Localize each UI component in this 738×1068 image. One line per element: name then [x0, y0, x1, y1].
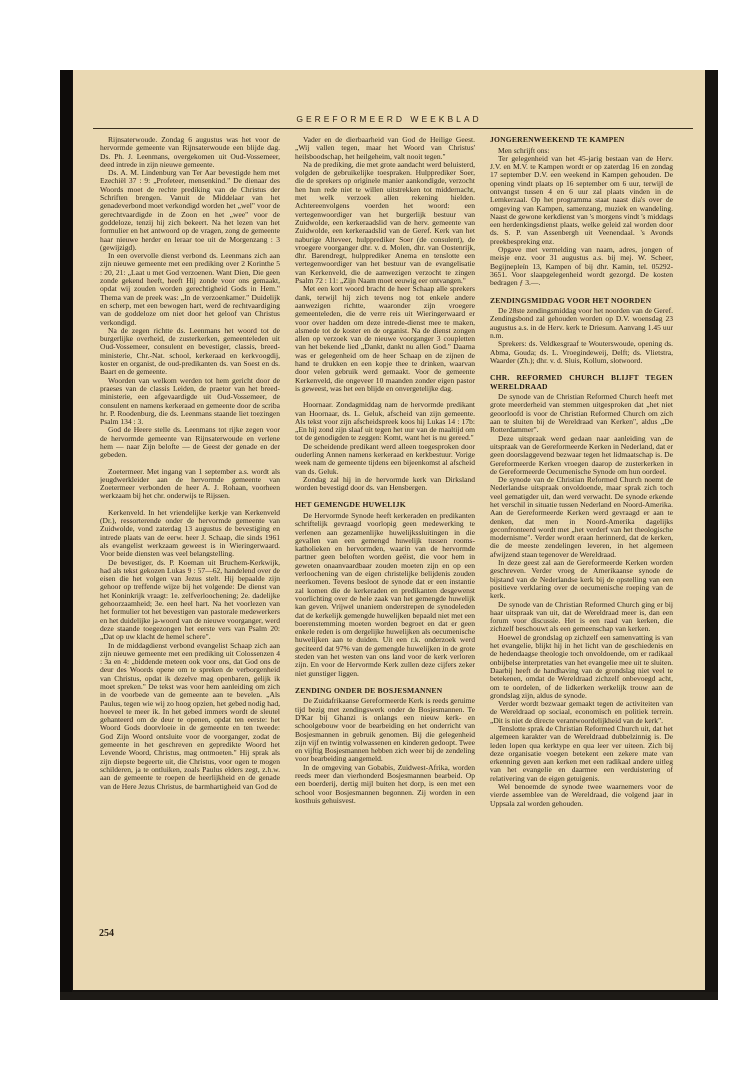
- article-paragraph: Vader en de dierbaarheid van God de Heilige Geest. „Wij vallen tegen, maar het Woord van Christus' heilsboodschap, het heilgeheim, valt nooit tegen.": [295, 136, 475, 161]
- article-paragraph: God de Heere stelle ds. Leenmans tot rijke zegen voor de hervormde gemeente van Rijnsaterwoude en verlene hem — naar Zijn belofte — de Geest der genade en der gebeden.: [100, 425, 280, 460]
- binding-edge: [60, 70, 72, 992]
- article-paragraph: Deze uitspraak werd gedaan naar aanleiding van de uitspraak van de Gereformeerde Kerken in Nederland, dat er geen doorslaggevend bezwaar tegen het lidmaatschap is. De Gereformeerde Kerken vroegen daarop de zusterkerken in de Gereformeerde Oecumenische Synode om hun oordeel.: [490, 433, 673, 476]
- article-paragraph: Tenslotte sprak de Christian Reformed Church uit, dat het algemeen karakter van de Wereldraad dubbelzinnig is. De leden lopen qua kerktype en qua leer ver uiteen. Zich bij deze organisatie voegen betekent een zekere mate van erkenning geven aan kerken met een radikaal andere uitleg van het evangelie en daarmee een verduistering of relativering van de eigen getuigenis.: [490, 724, 673, 783]
- article-paragraph: Na de zegen richtte ds. Leenmans het woord tot de burgerlijke overheid, de zusterkerken, gemeenteleden uit Oud-Vossemeer, consulent en bevestiger, classis, breed-ministerie, Chr.-Nat. school, kerkeraad en kerkvoogdij, koster en organist, de oud-predikanten ds. van Soest en ds. Baart en de gemeente.: [100, 325, 280, 377]
- article-paragraph: In deze geest zal aan de Gereformeerde Kerken worden geschreven. Verder vroeg de Amerikaanse synode de bijstand van de Nederlandse kerk bij de opstelling van een positieve verklaring over de oecumenische roeping van de kerk.: [490, 558, 673, 601]
- section-heading: ZENDING ONDER DE BOSJESMANNEN: [295, 685, 443, 695]
- article-paragraph: Zoetermeer. Met ingang van 1 september a.s. wordt als jeugdwerkleider aan de hervormde gemeente van Zoetermeer verbonden de heer A. J. Rohaan, voorheen werkzaam bij het chr. onderwijs te Rijssen.: [100, 466, 280, 501]
- article-paragraph: Sprekers: ds. Veldkesgraaf te Wouterswoude, opening ds. Abma, Gouda; ds. L. Vroegindeweij, Delft; ds. Vlietstra, Waarder (Zh.); dhr. v. d. Sluis, Kollum, slotwoord.: [490, 339, 673, 365]
- article-paragraph: Ter gelegenheid van het 45-jarig bestaan van de Herv. J.V. en M.V. te Kampen wordt er op zaterdag 16 en zondag 17 september D.V. een weekend in Kampen gehouden. De opening vindt plaats op 16 september om 6 uur, terwijl de ontvangst tussen 4 en 6 uur zal plaats vinden in de Lemkerzaal. Op het programma staat naast dia's over de omgeving van Kampen, samenzang, muziek en wandeling. Naast de gewone kerkdienst van 's morgens vindt 's middags een herdenkingsdienst plaats, welke geleid zal worden door ds. S. P. van Assenbergh uit Veenendaal. 's Avonds preekbespreking enz.: [490, 153, 673, 246]
- column-right: [490, 136, 673, 916]
- article-paragraph: De Zuidafrikaanse Gereformeerde Kerk is reeds geruime tijd bezig met zendingswerk onder de Bosjesmannen. Te D'Kar bij Ghanzi is onlangs een nieuw kerk- en schoolgebouw voor de bearbeiding en het onderricht van Bosjesmannen in gebruik genomen. Bij die gelegenheid zijn vijf en twintig volwassenen en kinderen gedoopt. Twee en vijftig Bosjesmannen hebben zich weer bij de zendeling voor bearbeiding aangemeld.: [295, 696, 475, 764]
- section-heading: HET GEMENGDE HUWELIJK: [295, 500, 406, 510]
- article-paragraph: Men schrijft ons:: [498, 145, 550, 155]
- article-paragraph: In de omgeving van Gobabis, Zuidwest-Afrika, worden reeds meer dan vierhonderd Bosjesmannen bearbeid. Op een boerderij, dertig mijl buiten het dorp, is een met een school voor Bosjesmannen begonnen. Zij worden in een kosthuis gehuisvest.: [295, 762, 475, 805]
- article-paragraph: Wel benoemde de synode twee waarnemers voor de vierde assemblee van de Wereldraad, die volgend jaar in Uppsala zal worden gehouden.: [490, 782, 673, 808]
- section-heading: ZENDINGSMIDDAG VOOR HET NOORDEN: [490, 295, 652, 305]
- article-paragraph: In de middagdienst verbond evangelist Schaap zich aan zijn nieuwe gemeente met een prediking uit Colossenzen 4 : 3a en 4: „biddende meteen ook voor ons, dat God ons de deur des Woords opene om te spreken de verborgenheid van Christus, opdat ik dezelve mag openbaren, gelijk ik moet spreken." De tekst was voor hem aanleiding om zich in de voorbede van de gemeente aan te bevelen. „Als Paulus, tegen wie wij zo hoog opzien, het gebed nodig had, hoeveel te meer ik. In het gebed immers wordt de sleutel gehanteerd om de deur te openen, opdat ten eerste: het Woord Gods doorvloeie in de gemeente en ten tweede: God Zijn Woord ontsluite voor de voorganger, zodat de gemeente in het geschreven en gepredikte Woord het Levende Woord, Christus, mag ontmoeten." Hij sprak als zijn diepste begeerte uit, die Christus, voor ogen te mogen schilderen, ja te ontluiken, zoals Paulus elders zegt, z.h.w. aan de gemeente te roepen de heerlijkheid en de genade van de Here Jezus Christus, de barmhartigheid van God de: [100, 640, 280, 791]
- page-number: 254: [99, 928, 114, 939]
- newspaper-page: [73, 70, 705, 990]
- article-paragraph: Hoewel de grondslag op zichzelf een samenvatting is van het evangelie, blijkt hij in het licht van de geschiedenis en de hedendaagse theologie toch onvoldoende, om er radikaal onbijbelse interpretaties van het evangelie mee uit te sluiten. Daarbij heeft de handhaving van de grondslag niet veel te betekenen, omdat de Wereldraad zichzelf onbevoegd acht, om te oordelen, of de lidkerken werkelijk trouw aan de grondslag zijn, aldus de synode.: [490, 632, 673, 700]
- running-header: GEREFORMEERD WEEKBLAD: [296, 114, 482, 124]
- article-paragraph: Zondag zal hij in de hervormde kerk van Dirksland worden bevestigd door ds. van Hensbergen.: [295, 474, 475, 493]
- article-paragraph: De scheidende predikant werd alleen toegesproken door ouderling Annen namens kerkeraad en kerkbestuur. Vorige week nam de gemeente tijdens een bijeenkomst al afscheid van ds. Geluk.: [295, 441, 475, 476]
- viewer-top-margin: [0, 0, 738, 68]
- article-paragraph: Na de prediking, die met grote aandacht werd beluisterd, volgden de gebruikelijke toespraken. Hulpprediker Soer, die de sprekers op originele manier aankondigde, verzocht hen hun rede niet te willen uitstrekken tot middernacht, met welk verzoek allen rekening hielden. Achtereenvolgens voerden het woord: een vertegenwoordiger van het burgerlijk bestuur van Zuidwolde, een kerkeraadslid van de herv. gemeente van Zuidwolde, een kerkeraadslid van de Geref. Kerk van het naburige Alteveer, hulpprediker Soer (de consulent), de vroegere voorganger dhr. v. d. Molen, dhr. van Oostenrijk, dhr. Barendregt, hulpprediker Anema en tenslotte een vertegenwoordiger van het bestuur van de evangelisatie van Kerkenveld, die de aanwezigen verzocht te zingen Psalm 72 : 11: „Zijn Naam moet eeuwig eer ontvangen.": [295, 159, 475, 286]
- header-rule: [93, 128, 693, 129]
- article-paragraph: Ds. A. M. Lindenburg van Ter Aar bevestigde hem met Ezechiël 37 : 9: „Profeteer, mensenkind." De dienaar des Woords moet de rechte prediking van de Christus der Schriften brengen. Vanuit de Middelaar van het genadeverbond moet verkondigd worden het „wel" voor de gerechtvaardigde in de Zoon en het „wee" voor de goddeloze, tenzij hij zich bekeert. Na het lezen van het formulier en het antwoord op de vragen, zong de gemeente haar nieuwe herder en leraar toe uit de Morgenzang : 3 (gewijzigd).: [100, 168, 280, 252]
- article-paragraph: De bevestiger, ds. P. Koeman uit Bruchem-Kerkwijk, had als tekst gekozen Lukas 9 : 57—62, handelend over de eisen die het volgen van Jezus stelt. Hij bepaalde zijn gehoor op treffende wijze bij het volgende: De dienst van het Koninkrijk vraagt: 1e. zelfverloochening; 2e. dadelijke gehoorzaamheid; 3e. een heel hart. Na het voorlezen van het formulier tot het bevestigen van pastorale medewerkers en het duidelijke ja-woord van de nieuwe voorganger, werd deze staande toegezongen het eerste vers van Psalm 20: „Dat op uw klacht de hemel schere".: [100, 557, 280, 642]
- article-paragraph: Opgave met vermelding van naam, adres, jongen of meisje enz. voor 31 augustus a.s. bij mej. W. Scheer, Begijnepleín 13, Kampen of bij dhr. Kamin, tel. 05292-3651. Voor slaapgelegenheid wordt gezorgd. De kosten bedragen ƒ 3.—.: [490, 245, 673, 288]
- article-paragraph: De synode van de Christian Reformed Church heeft met grote meerderheid van stemmen uitgesproken dat „het niet geoorloofd is voor de Christian Reformed Church om zich aan te sluiten bij de Wereldraad van Kerken", aldus „De Rotterdammer".: [490, 392, 673, 435]
- article-paragraph: Hoornaar. Zondagmiddag nam de hervormde predikant van Hoornaar, ds. L. Geluk, afscheid van zijn gemeente. Als tekst voor zijn afscheidspreek koos hij Lukas 14 : 17b: „En hij zond zijn slaaf uit tegen het uur van de maaltijd om tot de genodigden te zeggen: Komt, want het is nu gereed.": [295, 400, 475, 443]
- column-middle: [295, 136, 475, 916]
- article-paragraph: De synode van de Christian Reformed Church noemt de Nederlandse uitspraak onvoldoende, maar sprak zich toch veel gematigder uit, dan werd verwacht. De synode erkende het verschil in situatie tussen Nederland en Noord-Amerika. Aan de Gereformeerde Kerken werd gevraagd er aan te denken, dat men in Noord-Amerika dagelijks geconfronteerd wordt met „het verderf van het theologische modernisme". Verder wordt eraan herinnerd, dat de kerken, die de meeste zendelingen leveren, in het algemeen afwijzend staan tegenover de Wereldraad.: [490, 475, 673, 559]
- article-paragraph: Woorden van welkom werden tot hem gericht door de praeses van de classis Leiden, de praetor van het breed-ministerie, een afgevaardigde uit Oud-Vossemeer, de consulent en namens kerkeraad en gemeente door de scriba hr. P. Roodenburg, die ds. Leenmans staande liet toezingen Psalm 134 : 3.: [100, 375, 280, 427]
- article-paragraph: Rijnsaterwoude. Zondag 6 augustus was het voor de hervormde gemeente van Rijnsaterwoude een blijde dag. Ds. Ph. J. Leenmans, overgekomen uit Oud-Vossemeer, deed intrede in zijn nieuwe gemeente.: [100, 136, 280, 169]
- section-heading: JONGERENWEEKEND TE KAMPEN: [490, 136, 625, 144]
- article-paragraph: Kerkenveld. In het vriendelijke kerkje van Kerkenveld (Dr.), ressorterende onder de hervormde gemeente van Zuidwolde, vond zaterdag 13 augustus de bevestiging en intrede plaats van de eerw. heer J. Schaap, die sinds 1961 als evangelist werkzaam geweest is in Wieringerwaard. Voor beide diensten was veel belangstelling.: [100, 507, 280, 559]
- article-paragraph: De Hervormde Synode heeft kerkeraden en predikanten schriftelijk gevraagd voorlopig geen medewerking te verlenen aan gezamenlijke huwelijkssluitingen in die gevallen van een gemengd huwelijk tussen rooms-katholieken en hervormden, waarin van de hervormde partner geen beloften worden geëist, die voor hem in geweten onaanvaardbaar zouden moeten zijn en op een verloochening van de eigen christelijke belijdenis zouden neerkomen. Tevens besloot de synode dat er een instantie zal komen die de kerkeraden en predikanten desgewenst voorlichting over de hele zaak van het gemengde huwelijk kan geven. Vrijwel unaniem onderstrepen de synodeleden dat de kerkelijk gemengde huwelijken bepaald niet met een boerenstemming moeten worden begroet en dat er geen enkele reden is om dergelijke huwelijken als oecumenische huwelijken aan te duiden. Uit een r.k. onderzoek werd geciteerd dat 97% van de gemengde huwelijken in de grote steden van het westen van ons land voor de kerk verloren zijn. En voor de Hervormde Kerk zullen deze cijfers zeker niet gunstiger liggen.: [295, 510, 475, 678]
- section-heading: CHR. REFORMED CHURCH BLIJFT TEGEN WERELDRAAD: [490, 373, 673, 391]
- scanned-page-frame: [60, 70, 718, 992]
- article-paragraph: Verder wordt bezwaar gemaakt tegen de activiteiten van de Wereldraad op sociaal, economisch en politiek terrein. „Dit is niet de directe verantwoordelijkheid van de kerk".: [490, 699, 673, 725]
- article-paragraph: Met een kort woord bracht de heer Schaap alle sprekers dank, terwijl hij zich tevens nog tot enkele andere aanwezigen richtte, waaronder zijn vroegere gemeenteleden, die de verre reis uit Wieringerwaard er voor over hadden om deze intrede-dienst mee te maken, alsmede tot de koster en de organist. Na de dienst zongen allen op verzoek van de nieuwe voorganger 3 coupletten van het bekende lied „Dankt, dankt nu allen God." Daarna was er gelegenheid om de heer Schaap en de zijnen de hand te drukken en een kopje thee te drinken, waarvan door velen gebruik werd gemaakt. Voor de gemeente Kerkenveld, die ongeveer 10 maanden zonder eigen pastor is geweest, was het een blijde en onvergetelijke dag.: [295, 284, 475, 393]
- scan-bottom-edge: [60, 992, 718, 1000]
- column-left: [100, 136, 280, 916]
- article-paragraph: De 28ste zendingsmiddag voor het noorden van de Geref. Zendingsbond zal gehouden worden op D.V. woensdag 23 augustus a.s. in de Herv. kerk te Driesum. Aanvang 1.45 uur n.m.: [490, 306, 673, 340]
- article-paragraph: De synode van de Christian Reformed Church ging er bij haar uitspraak van uit, dat de Wereldraad meer is, dan een forum voor discussie. Het is een raad van kerken, die zichzelf beschouwt als een gemeenschap van kerken.: [490, 599, 673, 634]
- article-paragraph: In een overvolle dienst verbond ds. Leenmans zich aan zijn nieuwe gemeente met een prediking over 2 Korinthe 5 : 20, 21: „Laat u met God verzoenen. Want Dien, Die geen zonde gekend heeft, heeft Hij zonde voor ons gemaakt, opdat wij zouden worden gerechtigheid Gods in Hem." Thema van de preek was: „In de verzoenkamer." Duidelijk en scherp, met een bewogen hart, werd de rechtvaardiging van de goddeloze om niet door het geloof van Christus verkondigd.: [100, 251, 280, 327]
